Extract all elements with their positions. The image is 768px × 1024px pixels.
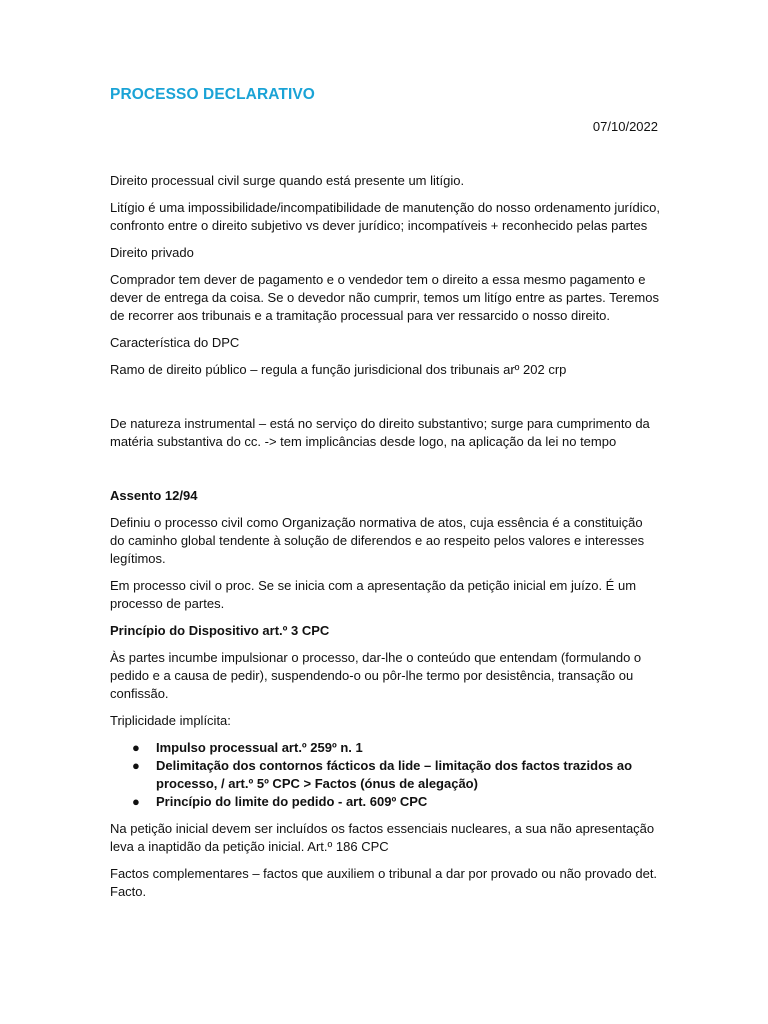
paragraph: Em processo civil o proc. Se se inicia com a apresentação da petição inicial em juízo. É um processo de partes. xyxy=(110,578,637,611)
paragraph: Na petição inicial devem ser incluídos os factos essenciais nucleares, a sua não apresentação leva a inaptidão da petição inicial. Art.º 186 CPC xyxy=(110,821,655,854)
bullet-icon: ● xyxy=(132,794,140,809)
section-heading: Assento 12/94 xyxy=(110,488,198,503)
bullet-list xyxy=(110,739,660,811)
list-item-text: Impulso processual art.º 259º n. 1 xyxy=(156,740,363,755)
document-date: 07/10/2022 xyxy=(592,119,658,134)
paragraph: Definiu o processo civil como Organização normativa de atos, cuja essência é a constituição do caminho global tendente à solução de diferendos e ao respeito pelos valores e interesses legítimos. xyxy=(110,515,645,566)
list-item-text: Delimitação dos contornos fácticos da lide – limitação dos factos trazidos ao processo, / art.º 5º CPC > Factos (ónus de alegação) xyxy=(156,758,633,791)
document-body xyxy=(110,172,660,910)
list-item xyxy=(110,757,660,793)
paragraph: Factos complementares – factos que auxiliem o tribunal a dar por provado ou não provado det. Facto. xyxy=(110,866,658,899)
paragraph: Às partes incumbe impulsionar o processo, dar-lhe o conteúdo que entendam (formulando o pedido e a causa de pedir), suspendendo-o ou pôr-lhe termo por desistência, transação ou confissão. xyxy=(110,650,642,701)
list-item xyxy=(110,739,660,757)
section-heading: Princípio do Dispositivo art.º 3 CPC xyxy=(110,623,330,638)
list-item xyxy=(110,793,660,811)
paragraph: Direito processual civil surge quando está presente um litígio. xyxy=(110,173,465,188)
list-item-text: Princípio do limite do pedido - art. 609º CPC xyxy=(156,794,428,809)
document-title: PROCESSO DECLARATIVO xyxy=(110,86,315,103)
bullet-icon: ● xyxy=(132,740,140,755)
paragraph: Litígio é uma impossibilidade/incompatibilidade de manutenção do nosso ordenamento jurídico, confronto entre o direito subjetivo vs dever jurídico; incompatíveis + reconhecido pelas partes xyxy=(110,200,660,233)
paragraph: Característica do DPC xyxy=(110,335,240,350)
paragraph: Direito privado xyxy=(110,245,194,260)
paragraph: Triplicidade implícita: xyxy=(110,713,231,728)
bullet-icon: ● xyxy=(132,758,140,773)
paragraph: Ramo de direito público – regula a função jurisdicional dos tribunais arº 202 crp xyxy=(110,362,567,377)
paragraph: Comprador tem dever de pagamento e o vendedor tem o direito a essa mesmo pagamento e dever de entrega da coisa. Se o devedor não cumprir, temos um litígo entre as partes. Teremos de recorrer aos tribunais e a tramitação processual para ver ressarcido o nosso direito. xyxy=(110,272,659,323)
paragraph: De natureza instrumental – está no serviço do direito substantivo; surge para cumprimento da matéria substantiva do cc. -> tem implicâncias desde logo, na aplicação da lei no tempo xyxy=(110,416,650,449)
